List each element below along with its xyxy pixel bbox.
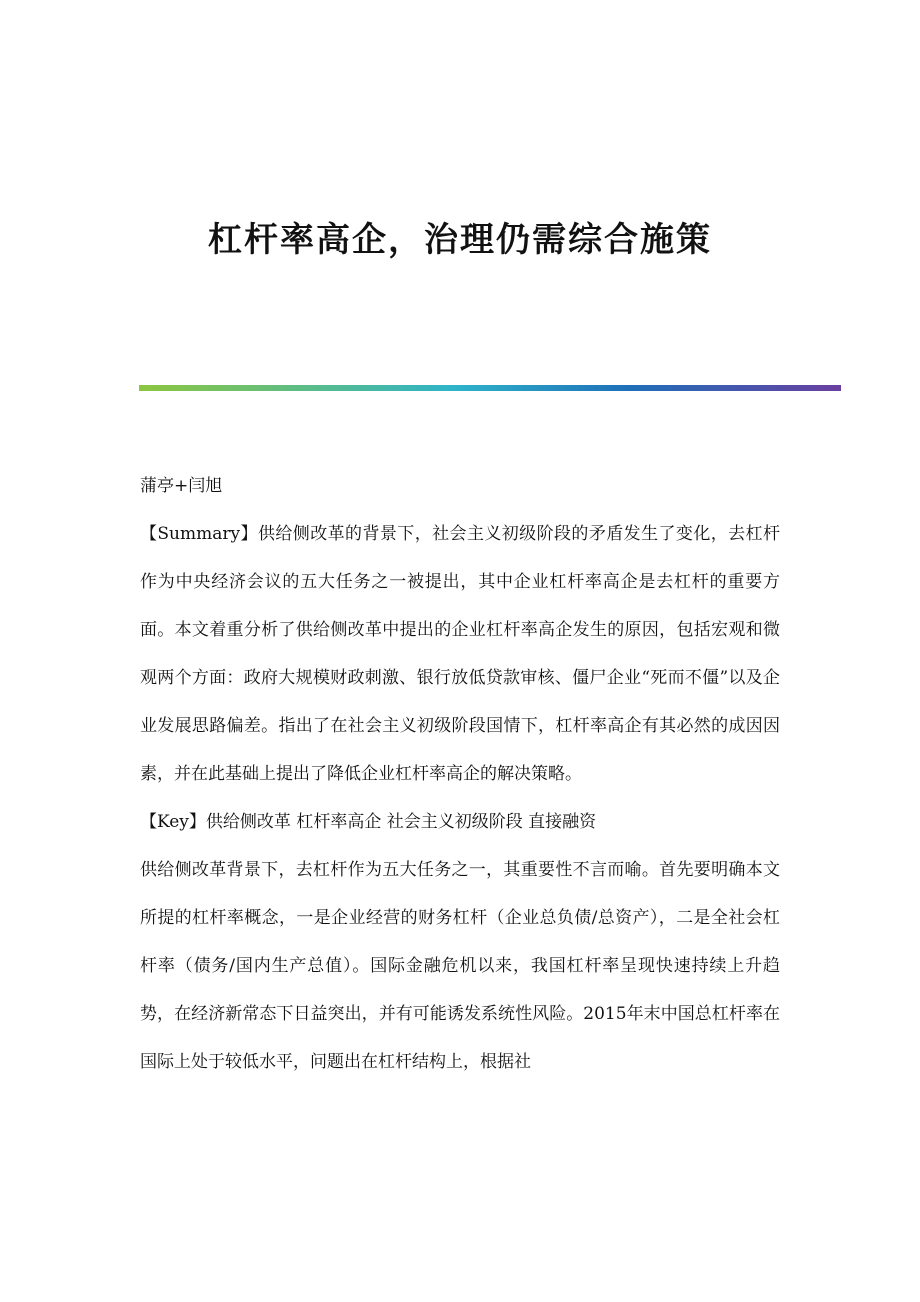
keywords-label: 【Key】 xyxy=(140,812,206,832)
body-paragraph: 供给侧改革背景下，去杠杆作为五大任务之一，其重要性不言而喻。首先要明确本文所提的杠杆率概念，一是企业经营的财务杠杆（企业总负债/总资产），二是全社会杠杆率（债务/国内生产总值）。国际金融危机以来，我国杠杆率呈现快速持续上升趋势，在经济新常态下日益突出，并有可能诱发系统性风险。2015年末中国总杠杆率在国际上处于较低水平，问题出在杠杆结构上，根据社 xyxy=(140,860,780,1072)
keywords-paragraph xyxy=(140,798,780,846)
summary-paragraph xyxy=(140,510,780,798)
summary-label: 【Summary】 xyxy=(140,524,258,544)
document-title: 杠杆率高企，治理仍需综合施策 xyxy=(208,220,712,260)
author-line: 蒲亭+闫旭 xyxy=(140,476,223,496)
keywords-text: 供给侧改革 杠杆率高企 社会主义初级阶段 直接融资 xyxy=(205,812,597,832)
document-content xyxy=(140,462,780,1086)
gradient-divider xyxy=(139,385,841,391)
summary-text: 供给侧改革的背景下，社会主义初级阶段的矛盾发生了变化，去杠杆作为中央经济会议的五大任务之一被提出，其中企业杠杆率高企是去杠杆的重要方面。本文着重分析了供给侧改革中提出的企业杠杆率高企发生的原因，包括宏观和微观两个方面：政府大规模财政刺激、银行放低贷款审核、僵尸企业“死而不僵”以及企业发展思路偏差。指出了在社会主义初级阶段国情下，杠杆率高企有其必然的成因因素，并在此基础上提出了降低企业杠杆率高企的解决策略。 xyxy=(140,524,781,784)
